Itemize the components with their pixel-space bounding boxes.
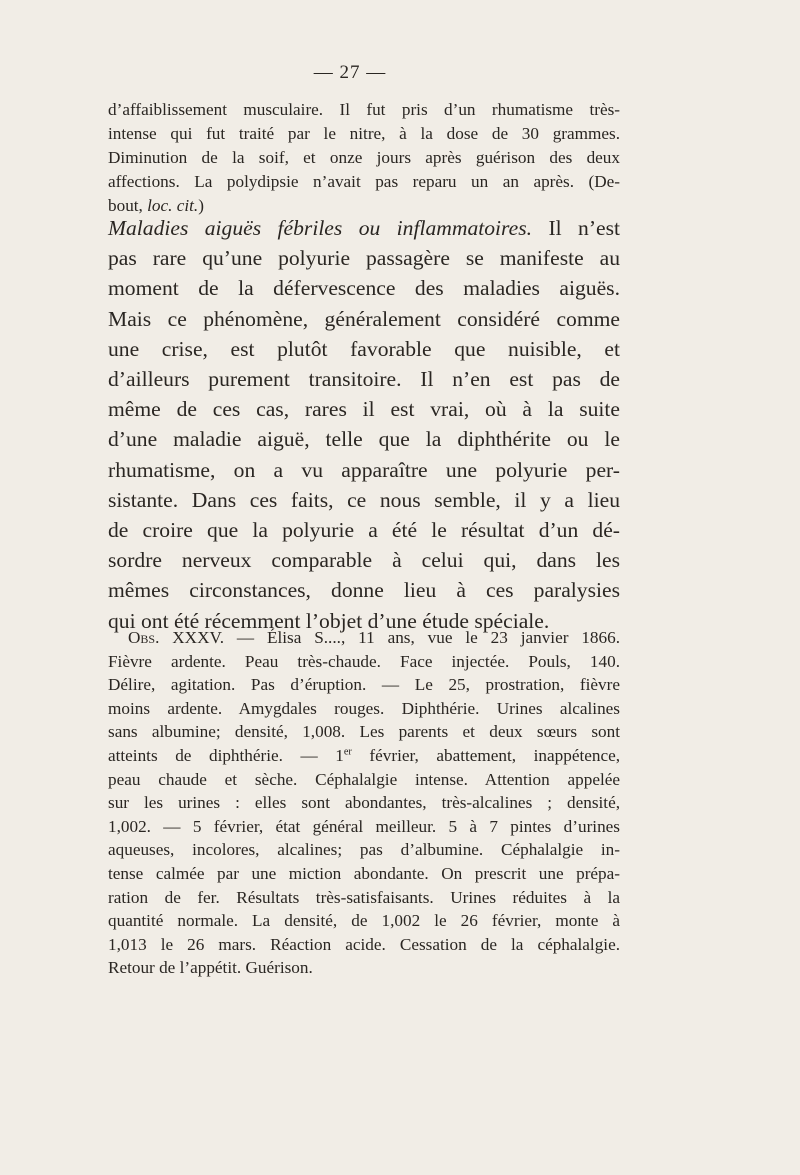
text-fragment: bout, [108, 196, 148, 215]
text-line: sans albumine; densité, 1,008. Les parents et deux sœurs sont [108, 722, 620, 742]
text-fragment: février, abattement, inappétence, [351, 745, 621, 765]
text-line: 1,013 le 26 mars. Réaction acide. Cessation de la céphalalgie. [108, 934, 620, 954]
text-fragment: ) [198, 196, 204, 215]
text-line: peau chaude et sèche. Céphalalgie intense. Attention appelée [108, 769, 620, 789]
text-line [108, 213, 620, 243]
text-line: moment de la défervescence des maladies aiguës. [108, 276, 620, 301]
text-line: de croire que la polyurie a été le résultat d’un dé- [108, 518, 620, 543]
text-line: même de ces cas, rares il est vrai, où à la suite [108, 397, 620, 422]
page-number: — 27 — [313, 62, 387, 83]
text-line: moins ardente. Amygdales rouges. Diphthérie. Urines alcalines [108, 698, 620, 718]
text-line: sordre nerveux comparable à celui qui, dans les [108, 548, 620, 573]
section-paragraph [108, 213, 620, 636]
text-line: d’affaiblissement musculaire. Il fut pris d’un rhumatisme très- [108, 100, 620, 119]
text-line: mêmes circonstances, donne lieu à ces paralysies [108, 578, 620, 603]
text-line: pas rare qu’une polyurie passagère se manifeste au [108, 246, 620, 271]
text-line: Retour de l’appétit. Guérison. [108, 958, 313, 978]
section-heading: Maladies aiguës fébriles ou inflammatoires. [108, 216, 533, 240]
text-line: sur les urines : elles sont abondantes, très-alcalines ; densité, [108, 793, 620, 813]
text-line: quantité normale. La densité, de 1,002 le 26 février, monte à [108, 911, 620, 931]
text-line: qui ont été récemment l’objet d’une étude spéciale. [108, 608, 550, 633]
text-line: affections. La polydipsie n’avait pas reparu un an après. (De- [108, 172, 620, 191]
text-line: intense qui fut traité par le nitre, à la dose de 30 grammes. [108, 124, 620, 143]
text-fragment: Il n’est [532, 216, 620, 240]
citation-reference: loc. cit. [147, 196, 199, 215]
text-line: d’ailleurs purement transitoire. Il n’en est pas de [108, 367, 620, 392]
text-line: sistante. Dans ces faits, ce nous semble, il y a lieu [108, 487, 620, 512]
text-line: Mais ce phénomène, généralement considéré comme [108, 306, 620, 331]
text-line: une crise, est plutôt favorable que nuisible, et [108, 336, 620, 361]
ordinal-superscript: er [343, 746, 352, 758]
text-line: tense calmée par une miction abondante. On prescrit une prépa- [108, 863, 620, 883]
text-line: rhumatisme, on a vu apparaître une polyurie per- [108, 457, 620, 482]
text-line [108, 744, 620, 768]
text-fragment: atteints de diphthérie. — 1 [108, 745, 344, 765]
text-line: ration de fer. Résultats très-satisfaisants. Urines réduites à la [108, 887, 620, 907]
observation-paragraph [108, 626, 620, 980]
text-line: d’une maladie aiguë, telle que la diphthérite ou le [108, 427, 620, 452]
observation-label: Obs. XXXV. [128, 628, 224, 647]
text-fragment: — Élisa S...., 11 ans, vue le 23 janvier 1866. [224, 628, 620, 647]
observation-continuation [108, 98, 620, 218]
text-line: aqueuses, incolores, alcalines; pas d’albumine. Céphalalgie in- [108, 840, 620, 860]
text-line: Délire, agitation. Pas d’éruption. — Le 25, prostration, fièvre [108, 675, 620, 695]
text-line: 1,002. — 5 février, état général meilleur. 5 à 7 pintes d’urines [108, 816, 620, 836]
text-line: Diminution de la soif, et onze jours après guérison des deux [108, 148, 620, 167]
text-line: Fièvre ardente. Peau très-chaude. Face injectée. Pouls, 140. [108, 651, 620, 671]
text-line [108, 626, 620, 650]
